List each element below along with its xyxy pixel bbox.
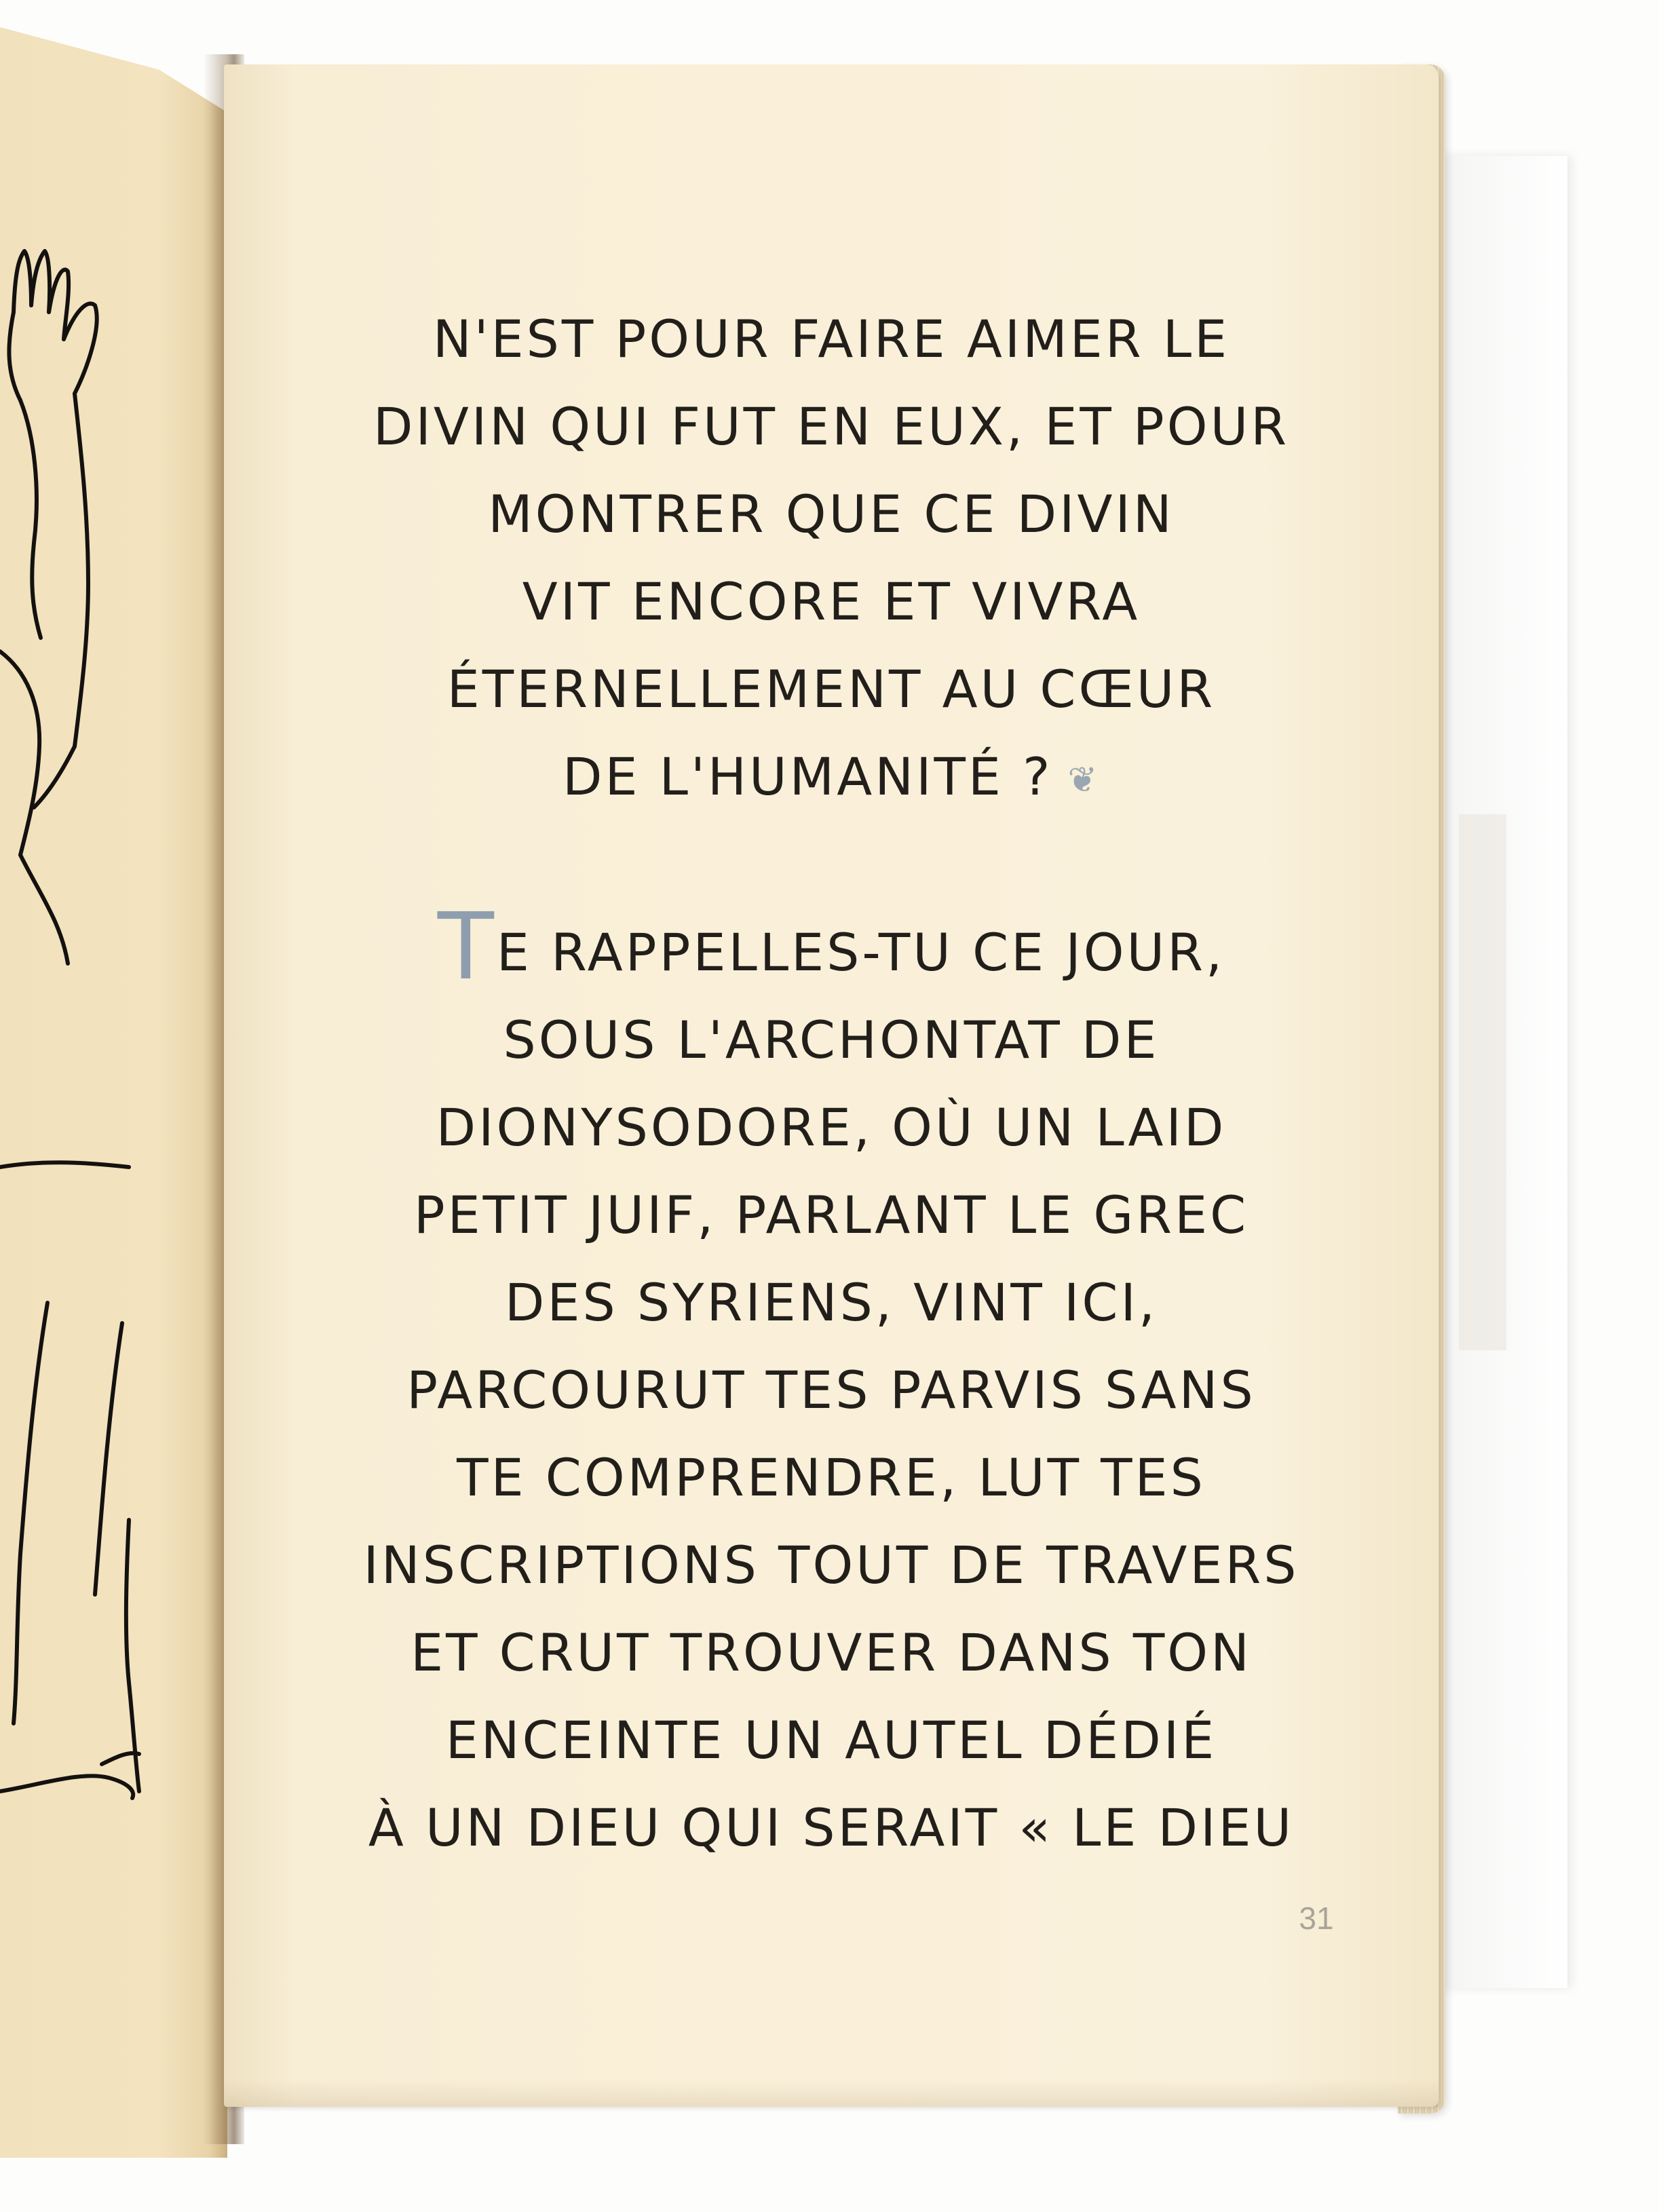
text-line-with-dropcap [224, 894, 1438, 1001]
text-line: ÉTERNELLEMENT AU CŒUR [446, 659, 1216, 719]
text-line: DES SYRIENS, VINT ICI, [504, 1272, 1158, 1333]
text-line: PETIT JUIF, PARLANT LE GREC [413, 1185, 1249, 1245]
insert-tab [1459, 814, 1506, 1350]
text-line: ET CRUT TROUVER DANS TON [411, 1622, 1252, 1683]
drop-cap: T [437, 894, 494, 1001]
right-page [224, 64, 1438, 2107]
text-line: INSCRIPTIONS TOUT DE TRAVERS [363, 1535, 1299, 1595]
text-line: DIONYSODORE, OÙ UN LAID [436, 1097, 1227, 1158]
text-line-text: DE L'HUMANITÉ ? [562, 746, 1053, 807]
stanza-gap [224, 820, 1438, 909]
left-page [0, 27, 227, 2158]
text-line: VIT ENCORE ET VIVRA [522, 571, 1141, 632]
fleuron-ornament-icon: ❦ [1067, 759, 1101, 801]
page-text-block [224, 295, 1438, 1871]
text-line: À UN DIEU QUI SERAIT « LE DIEU [368, 1797, 1295, 1858]
text-line: TE COMPRENDRE, LUT TES [457, 1447, 1206, 1508]
text-line: ENCEINTE UN AUTEL DÉDIÉ [445, 1710, 1217, 1770]
text-line: SOUS L'ARCHONTAT DE [503, 1010, 1160, 1070]
text-line: MONTRER QUE CE DIVIN [488, 484, 1175, 544]
text-line: PARCOURUT TES PARVIS SANS [406, 1360, 1256, 1420]
text-line: DIVIN QUI FUT EN EUX, ET POUR [373, 396, 1290, 457]
text-line: N'EST POUR FAIRE AIMER LE [432, 309, 1230, 369]
text-line-with-ornament [224, 733, 1438, 820]
page-number: 31 [1299, 1901, 1334, 1936]
line-drawing-figure [0, 231, 204, 1927]
text-line-text: E RAPPELLES-TU CE JOUR, [496, 922, 1225, 983]
